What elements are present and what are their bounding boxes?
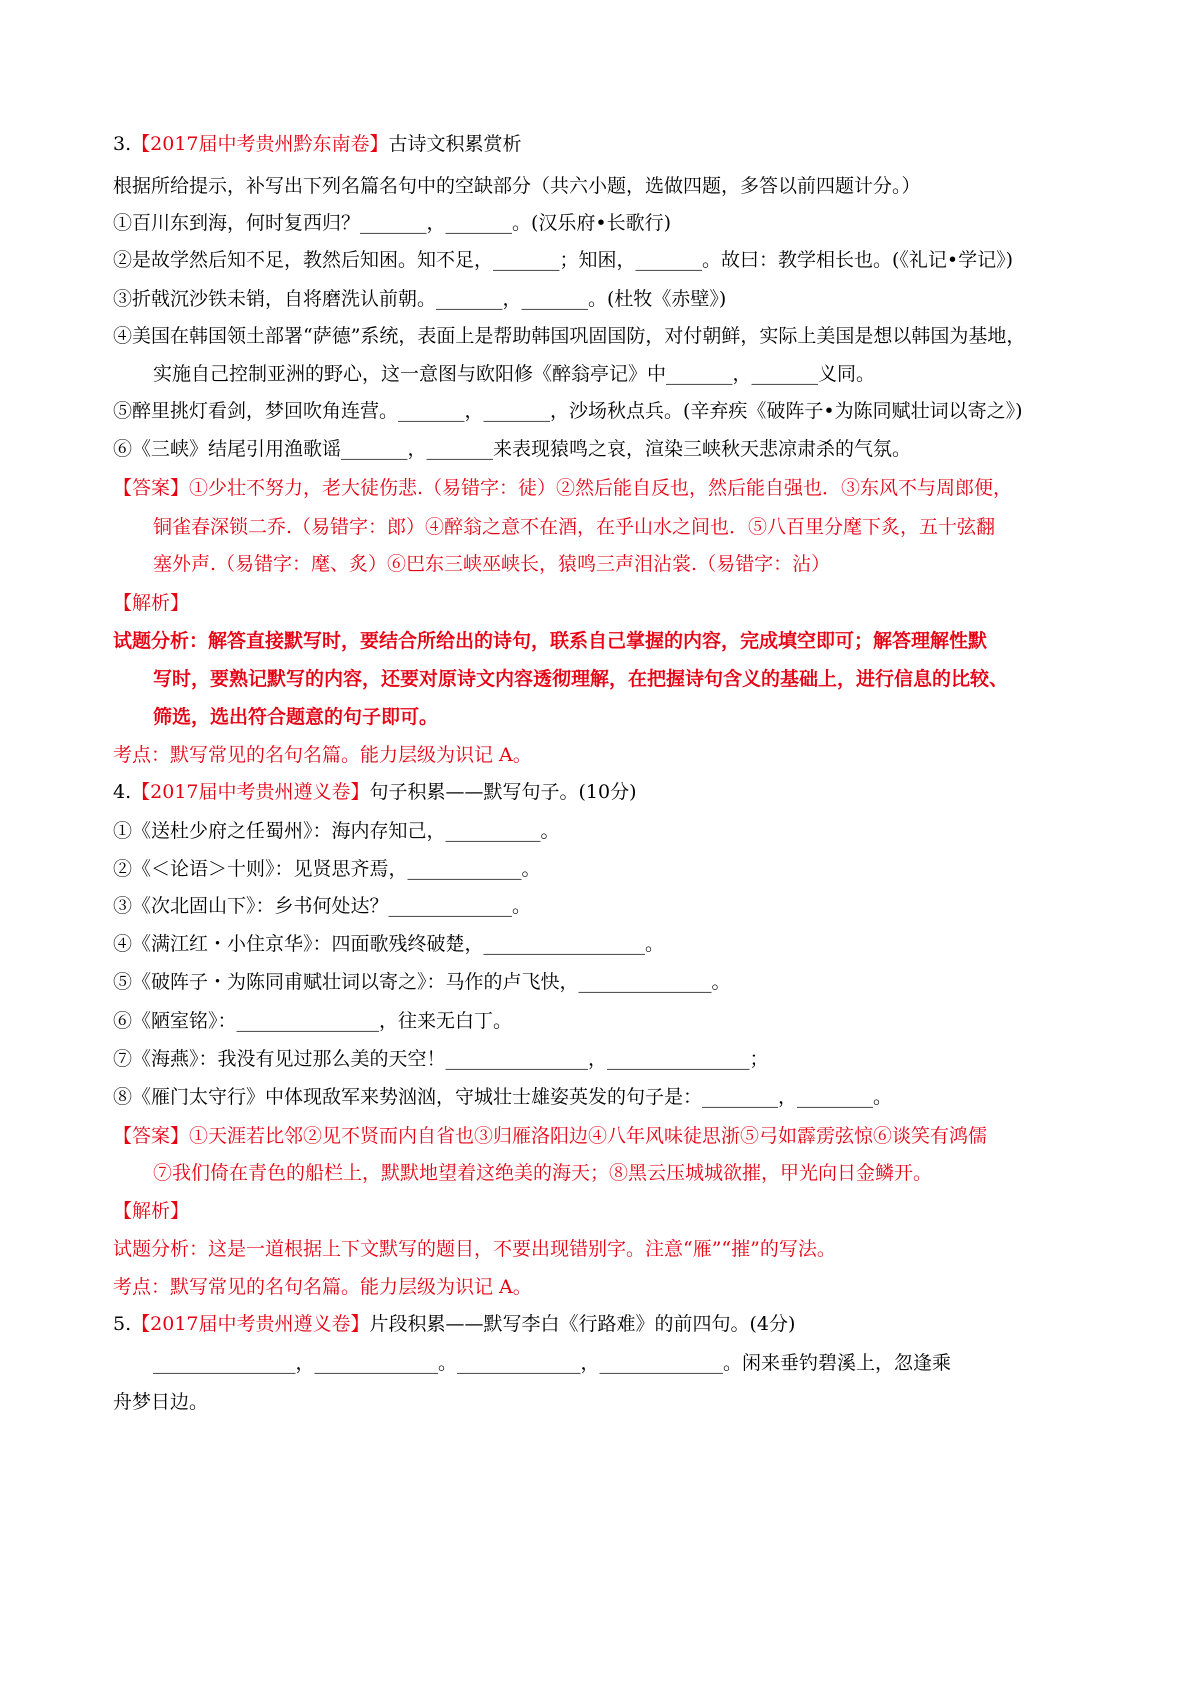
q5-line-1: _______________，_____________。_____________，_____________。闲来垂钓碧溪上，忽逢乘: [153, 1352, 952, 1374]
q3-analysis-line-3: 筛选，选出符合题意的句子即可。: [153, 706, 439, 728]
q3-number: 3.: [113, 133, 132, 155]
q4-item-8: ⑧《雁门太守行》中体现敌军来势汹汹，守城壮士雄姿英发的句子是：________，________。: [113, 1086, 893, 1108]
q3-item-6: ⑥《三峡》结尾引用渔歌谣_______，_______来表现猿鸣之哀，渲染三峡秋天悲凉肃杀的气氛。: [113, 438, 912, 460]
q4-source: 【2017届中考贵州遵义卷】: [131, 781, 370, 803]
q3-answer-line-1: [113, 475, 1012, 501]
q3-analysis-line-1: 试题分析：解答直接默写时，要结合所给出的诗句，联系自己掌握的内容，完成填空即可；解答理解性默: [113, 630, 988, 652]
q4-answer-line-1: [113, 1123, 987, 1149]
q4-item-7: ⑦《海燕》：我没有见过那么美的天空！_______________，_______________；: [113, 1048, 769, 1070]
q5-heading: [113, 1311, 795, 1337]
q4-number: 4.: [113, 781, 132, 803]
q5-title: 片段积累——默写李白《行路难》的前四句。(4分): [369, 1313, 796, 1335]
q4-answer-line-2: ⑦我们倚在青色的船栏上，默默地望着这绝美的海天；⑧黑云压城城欲摧，甲光向日金鳞开。: [153, 1162, 933, 1184]
q3-kaodian: 考点：默写常见的名句名篇。能力层级为识记 A。: [113, 744, 532, 766]
q3-answer-text-1: ①少壮不努力，老大徒伤悲.（易错字：徒）②然后能自反也，然后能自强也．③东风不与周郎便，: [189, 477, 1013, 499]
q4-item-4: ④《满江红・小住京华》：四面歌残终破楚，_________________。: [113, 933, 665, 955]
q4-item-2: ②《＜论语＞十则》：见贤思齐焉，____________。: [113, 858, 541, 880]
q4-item-5: ⑤《破阵子・为陈同甫赋壮词以寄之》：马作的卢飞快，______________。: [113, 971, 731, 993]
q3-item-1: ①百川东到海，何时复西归？_______，_______。(汉乐府•长歌行): [113, 212, 672, 234]
q4-answer-label: 【答案】: [113, 1125, 190, 1147]
q4-answer-text-1: ①天涯若比邻②见不贤而内自省也③归雁洛阳边④八年风味徒思浙⑤弓如霹雳弦惊⑥谈笑有鸿儒: [189, 1125, 988, 1147]
q4-item-3: ③《次北固山下》：乡书何处达？_____________。: [113, 895, 532, 917]
q3-analysis-line-2: 写时，要熟记默写的内容，还要对原诗文内容透彻理解，在把握诗句含义的基础上，进行信息的比较、: [153, 668, 1009, 690]
q3-answer-line-2: 铜雀春深锁二乔.（易错字：郎）④醉翁之意不在酒，在乎山水之间也．⑤八百里分麾下炙，五十弦翻: [153, 516, 996, 538]
q4-item-1: ①《送杜少府之任蜀州》：海内存知己，__________。: [113, 820, 560, 842]
q4-title: 句子积累——默写句子。(10分): [369, 781, 637, 803]
q3-item-5: ⑤醉里挑灯看剑，梦回吹角连营。_______，_______，沙场秋点兵。(辛弃疾《破阵子•为陈同赋壮词以寄之》): [113, 400, 1023, 422]
q3-source: 【2017届中考贵州黔东南卷】: [131, 133, 389, 155]
q4-heading: [113, 779, 637, 805]
q3-answer-label: 【答案】: [113, 477, 190, 499]
q5-line-2: 舟梦日边。: [113, 1391, 209, 1413]
q3-analysis-label: 【解析】: [113, 592, 190, 614]
q3-item-3: ③折戟沉沙铁未销，自将磨洗认前朝。_______，_______。(杜牧《赤壁》): [113, 288, 727, 310]
q4-kaodian: 考点：默写常见的名句名篇。能力层级为识记 A。: [113, 1276, 532, 1298]
q3-answer-line-3: 塞外声.（易错字：麾、炙）⑥巴东三峡巫峡长，猿鸣三声泪沾裳.（易错字：沾）: [153, 553, 831, 575]
q4-analysis: 试题分析：这是一道根据上下文默写的题目，不要出现错别字。注意“雁”“摧”的写法。: [113, 1238, 836, 1260]
q3-instruction: 根据所给提示，补写出下列名篇名句中的空缺部分（共六小题，选做四题，多答以前四题计分。）: [113, 175, 921, 197]
q3-title: 古诗文积累赏析: [388, 133, 522, 155]
q3-item-4-cont: 实施自己控制亚洲的野心，这一意图与欧阳修《醉翁亭记》中_______，_______义同。: [153, 363, 876, 385]
q5-number: 5.: [113, 1313, 132, 1335]
q4-analysis-label: 【解析】: [113, 1200, 190, 1222]
q3-item-4: ④美国在韩国领土部署“萨德”系统，表面上是帮助韩国巩固国防，对付朝鲜，实际上美国是想以韩国为基地，: [113, 325, 1026, 347]
q3-heading: [113, 131, 522, 157]
q4-item-6: ⑥《陋室铭》：_______________，往来无白丁。: [113, 1010, 513, 1032]
q5-source: 【2017届中考贵州遵义卷】: [131, 1313, 370, 1335]
q3-item-2: ②是故学然后知不足，教然后知困。知不足，_______；知困，_______。故曰：教学相长也。(《礼记•学记》): [113, 249, 1014, 271]
